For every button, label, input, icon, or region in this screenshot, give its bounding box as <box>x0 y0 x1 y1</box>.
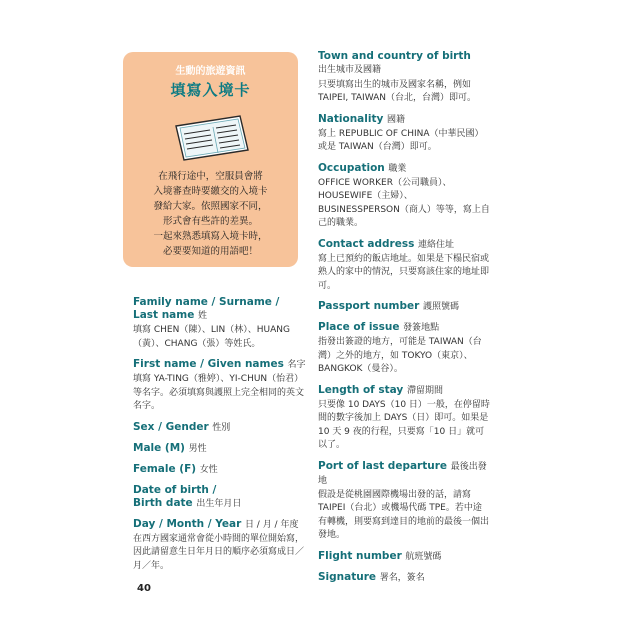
entry-desc: OFFICE WORKER（公司職員）、HOUSEWIFE（主婦）、BUSINESSPERSON（商人）等等，寫上自己的職業。 <box>318 177 490 228</box>
entry-term: Family name / Surname / <box>133 296 280 308</box>
entry-term: Day / Month / Year 日 / 月 / 年度 <box>133 517 299 530</box>
entry-term: Flight number 航班號碼 <box>318 549 442 562</box>
entry-term: Birth date 出生年月日 <box>133 496 242 509</box>
glossary-entry <box>318 238 490 294</box>
entry-term: Passport number 護照號碼 <box>318 300 459 312</box>
glossary-entry <box>133 358 309 414</box>
entry-desc: 填寫 YA-TING（雅婷）、YI-CHUN（怡君）等名字。必須填寫與護照上完全相同的英文名字。 <box>133 374 305 411</box>
info-line: 在飛行途中，空服員會將 <box>158 171 263 182</box>
entry-term: Signature 署名，簽名 <box>318 570 425 583</box>
info-title: 填寫入境卡 <box>170 81 251 99</box>
entry-term: Male (M) 男性 <box>133 441 207 454</box>
entry-term: Occupation 職業 <box>318 161 407 174</box>
glossary-entry <box>318 162 490 231</box>
entry-desc: 只要填寫出生的城市及國家名稱，例如 TAIPEI, TAIWAN（台北，台灣）即可。 <box>318 79 477 103</box>
glossary-entry <box>133 463 309 477</box>
entry-desc: 只要像 10 DAYS（10 日）一般，在停留時間的數字後加上 DAYS（日）即可。如果是 10 天 9 夜的行程，只要寫「10 日」就可以了。 <box>318 399 490 450</box>
entry-term: Date of birth / <box>133 483 217 496</box>
entry-term: Town and country of birth <box>318 50 471 62</box>
page-number: 40 <box>137 583 151 594</box>
info-line: 形式會有些許的差異。 <box>162 216 258 227</box>
glossary-entry <box>133 442 309 456</box>
right-column <box>318 50 490 592</box>
glossary-entry <box>133 296 309 351</box>
info-kicker: 生動的旅遊資訊 <box>175 66 246 77</box>
entry-desc: 指發出簽證的地方，可能是 TAIWAN（台灣）之外的地方，如 TOKYO（東京）、BANGKOK（曼谷）。 <box>318 337 482 374</box>
entry-desc: 填寫 CHEN（陳）、LIN（林）、HUANG（黃）、CHANG（張）等姓氏。 <box>133 325 290 349</box>
entry-desc: 寫上已預約的飯店地址。如果是下榻民宿或熟人的家中的情況，只要寫該住家的地址即可。 <box>318 253 490 291</box>
entry-zh-line: 出生城市及國籍 <box>318 65 382 75</box>
entry-term: Female (F) 女性 <box>133 462 218 475</box>
glossary-entry <box>133 518 309 574</box>
glossary-entry <box>318 384 490 453</box>
entry-term: Sex / Gender 性別 <box>133 420 231 433</box>
entry-term: Contact address 連絡住址 <box>318 237 454 250</box>
entry-desc: 假設是從桃園國際機場出發的話，請寫 TAIPEI（台北）或機場代碼 TPE。若中途有轉機，則要寫到達目的地前的最後一個出發地。 <box>318 489 490 540</box>
entry-term: First name / Given names 名字 <box>133 358 306 370</box>
info-line: 一起來熟悉填寫入境卡時， <box>153 231 268 242</box>
entry-term: Length of stay 滯留期間 <box>318 383 443 396</box>
entry-term: Port of last departure 最後出發地 <box>318 459 487 486</box>
glossary-entry <box>318 113 490 155</box>
glossary-entry <box>318 550 490 564</box>
glossary-entry <box>318 321 490 377</box>
glossary-entry <box>318 50 490 106</box>
entry-desc: 寫上 REPUBLIC OF CHINA（中華民國）或是 TAIWAN（台灣）即可。 <box>318 128 484 152</box>
entry-term: Last name 姓 <box>133 309 207 321</box>
glossary-entry <box>318 571 490 585</box>
glossary-entry <box>133 484 309 511</box>
entry-term: Place of issue 發簽地點 <box>318 321 440 333</box>
info-line: 必要要知道的用語吧！ <box>162 246 258 257</box>
glossary-entry <box>133 421 309 435</box>
glossary-entry <box>318 300 490 314</box>
left-column <box>133 296 309 580</box>
info-line: 發給大家。依照國家不同， <box>153 201 268 212</box>
entry-term: Nationality 國籍 <box>318 112 405 125</box>
entry-desc: 在西方國家通常會從小時間的單位開始寫，因此請留意生日年月日的順序必須寫成日／月／年。 <box>133 533 305 571</box>
info-box <box>123 52 298 267</box>
glossary-entry <box>318 460 490 543</box>
info-body <box>133 169 288 259</box>
info-line: 入境審查時要繳交的入境卡 <box>153 186 268 197</box>
arrival-card-illustration-icon <box>170 112 252 164</box>
